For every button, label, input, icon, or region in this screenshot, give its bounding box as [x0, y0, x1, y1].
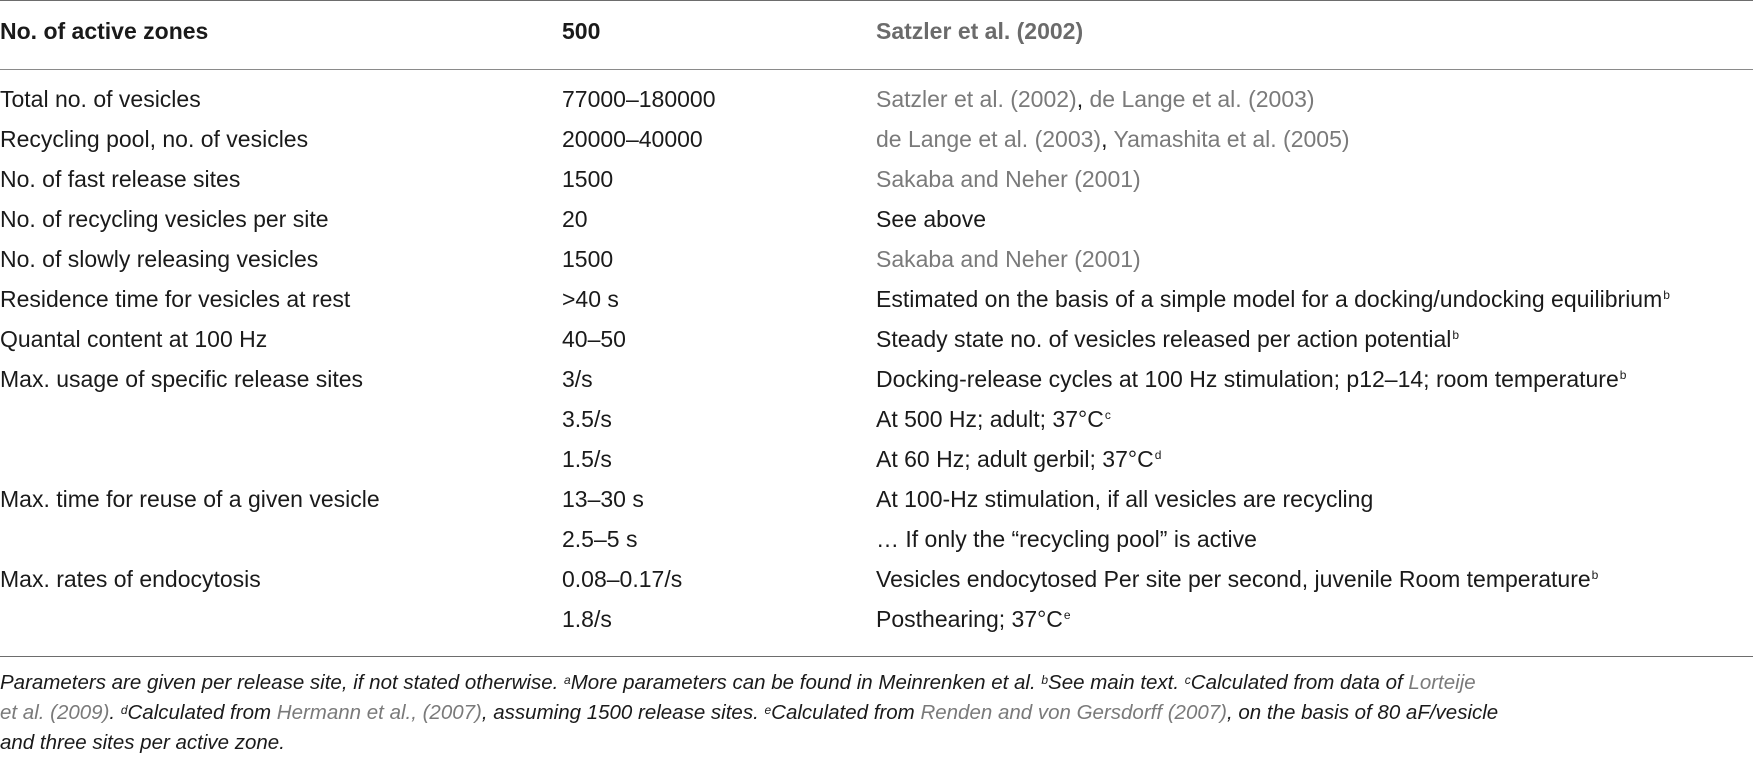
table-row — [0, 160, 1753, 200]
row-note — [876, 404, 1111, 434]
footnote-marker: b — [1619, 368, 1627, 382]
footnote-text: Calculated from — [771, 701, 921, 724]
row-value: 0.08–0.17/s — [562, 566, 683, 592]
table-row — [0, 240, 1753, 280]
note-text: Docking-release cycles at 100 Hz stimulation; p12–14; room temperature — [876, 366, 1619, 392]
reference-link[interactable]: Sakaba and Neher (2001) — [876, 166, 1141, 192]
footnote-marker: c — [1104, 408, 1111, 422]
footnote-marker: b — [1663, 288, 1670, 302]
footnote-text: See main text. — [1048, 671, 1185, 694]
reference-link[interactable]: Renden and von Gersdorff (2007) — [920, 701, 1227, 724]
table-row — [0, 80, 1753, 120]
row-value: 3.5/s — [562, 406, 612, 432]
footnote-text: . — [109, 701, 121, 724]
row-note: … If only the “recycling pool” is active — [876, 526, 1257, 552]
reference-link[interactable]: Sakaba and Neher (2001) — [876, 246, 1141, 272]
note-text: Posthearing; 37°C — [876, 606, 1063, 632]
row-value: 20 — [562, 206, 588, 232]
row-parameter: Max. rates of endocytosis — [0, 566, 261, 592]
note-text: At 60 Hz; adult gerbil; 37°C — [876, 446, 1154, 472]
reference-link[interactable]: et al. (2009) — [0, 701, 110, 724]
row-note — [876, 364, 1626, 394]
footnote-text: Parameters are given per release site, if not stated otherwise. — [0, 671, 565, 694]
reference-link[interactable]: Yamashita et al. (2005) — [1113, 126, 1350, 152]
header-reference[interactable]: Satzler et al. (2002) — [876, 18, 1084, 44]
row-reference — [876, 244, 1141, 274]
table-header-rule — [0, 69, 1753, 70]
row-note — [876, 444, 1161, 474]
row-value: 1.8/s — [562, 606, 612, 632]
row-note — [876, 324, 1459, 354]
row-value: 20000–40000 — [562, 126, 703, 152]
note-text: Steady state no. of vesicles released per action potential — [876, 326, 1452, 352]
footnote-text: , assuming 1500 release sites. — [481, 701, 765, 724]
header-parameter: No. of active zones — [0, 18, 209, 44]
table-row — [0, 600, 1753, 640]
row-parameter: Quantal content at 100 Hz — [0, 326, 268, 352]
table-row — [0, 440, 1753, 480]
note-text: At 500 Hz; adult; 37°C — [876, 406, 1104, 432]
note-text: Vesicles endocytosed Per site per second, juvenile Room temperature — [876, 566, 1591, 592]
row-parameter: Max. usage of specific release sites — [0, 366, 364, 392]
row-value: 77000–180000 — [562, 86, 716, 112]
footnote-marker: e — [1063, 608, 1071, 622]
row-note — [876, 564, 1598, 594]
reference-link[interactable]: de Lange et al. (2003) — [1089, 86, 1315, 112]
row-value: 40–50 — [562, 326, 626, 352]
footnote-marker: a — [564, 673, 571, 687]
row-value: >40 s — [562, 286, 619, 312]
row-parameter: Max. time for reuse of a given vesicle — [0, 486, 380, 512]
reference-link[interactable]: Lorteije — [1408, 671, 1476, 694]
footnote-marker: b — [1041, 673, 1049, 687]
footnote-marker: d — [1154, 448, 1162, 462]
row-note — [876, 284, 1670, 314]
reference-separator: , — [1076, 86, 1090, 112]
table-row — [0, 280, 1753, 320]
row-parameter: No. of fast release sites — [0, 166, 241, 192]
note-text: Estimated on the basis of a simple model for a docking/undocking equilibrium — [876, 286, 1663, 312]
row-parameter: Recycling pool, no. of vesicles — [0, 126, 309, 152]
row-value: 13–30 s — [562, 486, 644, 512]
footnote-marker: b — [1591, 568, 1599, 582]
footnote-marker: c — [1184, 673, 1191, 687]
footnote-text: Calculated from — [127, 701, 277, 724]
row-parameter: Residence time for vesicles at rest — [0, 286, 351, 312]
footnote-marker: b — [1452, 328, 1460, 342]
row-value: 3/s — [562, 366, 593, 392]
row-reference — [876, 124, 1350, 154]
header-value: 500 — [562, 18, 601, 44]
footnote-text: , on the basis of 80 aF/vesicle — [1227, 701, 1499, 724]
row-note: See above — [876, 206, 986, 232]
table-bottom-rule — [0, 656, 1753, 657]
footnote-text: More parameters can be found in Meinrenken et al. — [570, 671, 1042, 694]
footnote-text: Calculated from data of — [1190, 671, 1409, 694]
row-value: 1500 — [562, 246, 614, 272]
reference-link[interactable]: Hermann et al., (2007) — [276, 701, 482, 724]
table-row — [0, 560, 1753, 600]
row-value: 1.5/s — [562, 446, 612, 472]
row-note: At 100-Hz stimulation, if all vesicles are recycling — [876, 486, 1374, 512]
reference-separator: , — [1101, 126, 1114, 152]
table-row — [0, 360, 1753, 400]
table-row — [0, 120, 1753, 160]
table-body — [0, 80, 1753, 640]
row-parameter: No. of slowly releasing vesicles — [0, 246, 319, 272]
table-row — [0, 520, 1753, 560]
table-row — [0, 400, 1753, 440]
table-row — [0, 200, 1753, 240]
row-value: 2.5–5 s — [562, 526, 638, 552]
footnote-text: and three sites per active zone. — [0, 731, 285, 754]
row-reference — [876, 84, 1315, 114]
row-parameter: Total no. of vesicles — [0, 86, 201, 112]
reference-link[interactable]: de Lange et al. (2003) — [876, 126, 1102, 152]
table-footnote — [0, 668, 1753, 758]
table-header — [0, 0, 1753, 69]
reference-link[interactable]: Satzler et al. (2002) — [876, 86, 1077, 112]
footnote-marker: e — [764, 703, 772, 717]
table-row — [0, 320, 1753, 360]
row-note — [876, 604, 1071, 634]
row-parameter: No. of recycling vesicles per site — [0, 206, 329, 232]
row-reference — [876, 164, 1141, 194]
table-row — [0, 480, 1753, 520]
row-value: 1500 — [562, 166, 614, 192]
footnote-marker: d — [120, 703, 128, 717]
